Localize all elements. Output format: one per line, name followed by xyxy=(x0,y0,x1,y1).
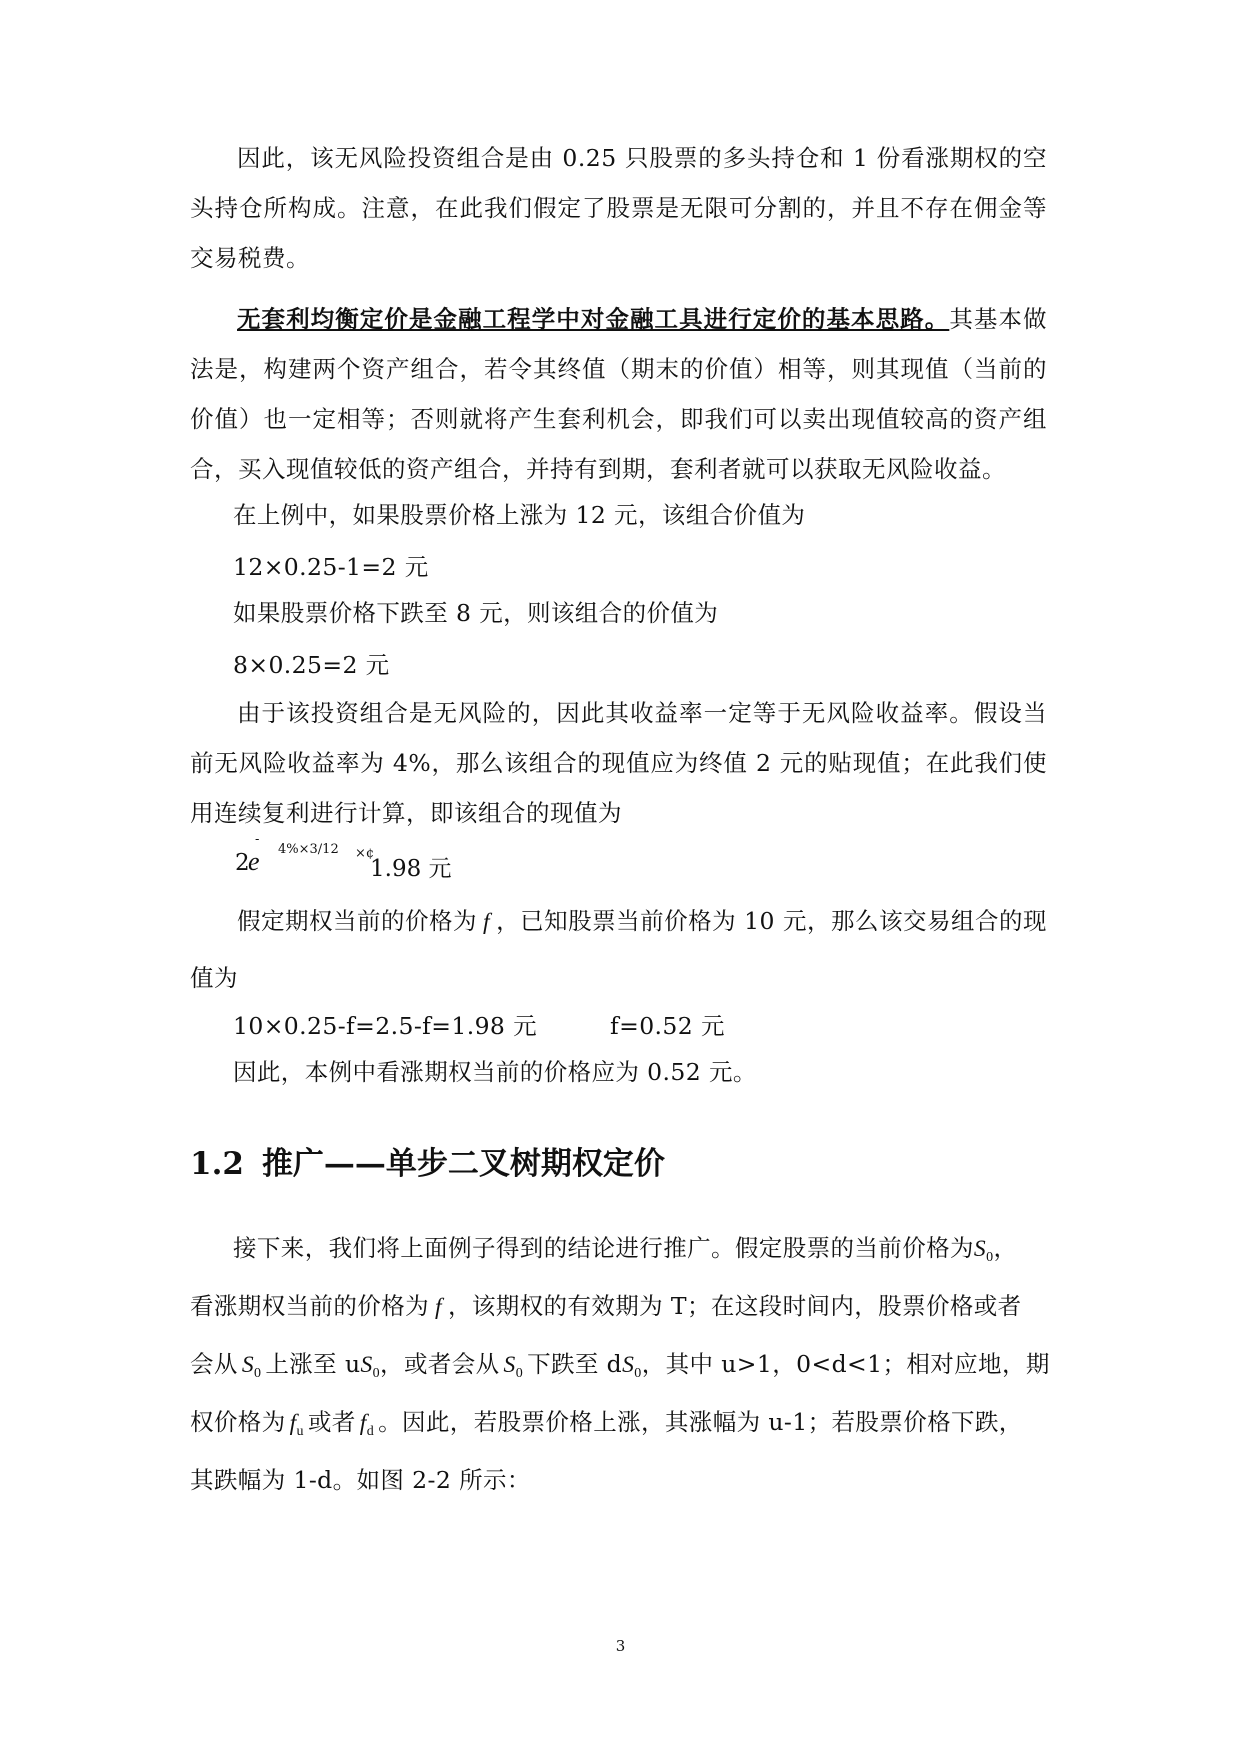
section-heading xyxy=(190,1138,665,1183)
example-up-text: 在上例中，如果股票价格上涨为 12 元，该组合价值为 xyxy=(233,501,806,529)
section-title: 推广——单步二叉树期权定价 xyxy=(261,1146,665,1182)
formula-right: f=0.52 元 xyxy=(610,1012,725,1040)
var-S0: $S_0$ xyxy=(973,1236,994,1265)
var-S0: $S_0$ xyxy=(360,1352,381,1381)
var-fu: $f_u$ xyxy=(289,1410,304,1439)
formula-value: 1.98 元 xyxy=(370,856,452,882)
formula-base: 2 xyxy=(235,850,250,876)
var-S0: $S_0$ xyxy=(241,1352,262,1381)
var-S0: $S_0$ xyxy=(503,1352,524,1381)
formula-exponent: 4%×3/12 xyxy=(278,842,339,857)
example-up-calc: 12×0.25-1=2 元 xyxy=(233,553,429,581)
example-down-text: 如果股票价格下跌至 8 元，则该组合的价值为 xyxy=(233,599,719,627)
page-number: 3 xyxy=(615,1637,626,1655)
formula-minus: - xyxy=(255,832,260,847)
var-f: f xyxy=(483,909,491,935)
document-page: 因此，该无风险投资组合是由 0.25 只股票的多头持仓和 1 份看涨期权的空头持仓所构成。注意，在此我们假定了股票是无限可分割的，并且不存在佣金等交易税费。 无套利均衡定价是金融工程学中对金融工具进行定价的基本思路。其基本做法是，构建两个资产组合，若令其终值（期末的价值）相等，则其现值（当前的价值）也一定相等；否则就将产生套利机会，即我们可以卖出现值较高的资产组合，买入现值较低的资产组合，并持有到期，套利者就可以获取无风险收益。 在上例中，如果股票价格上涨为 12 元，该组合价值为 12×0.25-1=2 元 如果股票价格下跌至 8 元，则该组合的价值为 8×0.25=2 元 由于该投资组合是无风险的，因此其收益率一定等于无风险收益率。假设当前无风险收益率为 4%，那么该组合的现值应为终值 2 元的贴现值；在此我们使用连续复利进行计算，即该组合的现值为 2 e - 4%×3/12 ×¢ 1.98 元 假定期权当前的价格为 f ，已知股票当前价格为 10 元，那么该交易组合的现值为 10×0.25-f=2.5-f=1.98 元 f=0.52 元 因此，本例中看涨期权当前的价格应为 0.52 元。 1.2 推广——单步二叉树期权定价 接下来，我们将上面例子得到的结论进行推广。假定股票的当前价格为$S_0$， 看涨期权当前的价格为 f ，该期权的有效期为 T；在这段时间内，股票价格或者 会从 $S_0$ 上涨至 $uS_0$，或者会从 $S_0$ 下跌至 $dS_0$，其中 u>1，0<d<1；相对应地，期 权价格为 $f_u$ 或者 $f_d$ 。因此，若股票价格上涨，其涨幅为 u-1；若股票价格下跌， 其跌幅为 1-d。如图 2-2 所示： 3 xyxy=(0,0,1241,1754)
formula-e: e xyxy=(248,847,260,876)
section-number: 1.2 xyxy=(190,1146,244,1182)
paragraph-risk-free-rate: 由于该投资组合是无风险的，因此其收益率一定等于无风险收益率。假设当前无风险收益率为 4%，那么该组合的现值应为终值 2 元的贴现值；在此我们使用连续复利进行计算，即该组合的现值为 xyxy=(190,699,1047,827)
present-value-formula xyxy=(235,832,455,888)
var-S0: $S_0$ xyxy=(622,1352,642,1381)
paragraph-portfolio-composition: 因此，该无风险投资组合是由 0.25 只股票的多头持仓和 1 份看涨期权的空头持仓所构成。注意，在此我们假定了股票是无限可分割的，并且不存在佣金等交易税费。 xyxy=(190,144,1047,272)
formula-left: 10×0.25-f=2.5-f=1.98 元 xyxy=(233,1012,538,1040)
paragraph-no-arbitrage: 无套利均衡定价是金融工程学中对金融工具进行定价的基本思路。其基本做法是，构建两个资产组合，若令其终值（期末的价值）相等，则其现值（当前的价值）也一定相等；否则就将产生套利机会，即我们可以卖出现值较高的资产组合，买入现值较低的资产组合，并持有到期，套利者就可以获取无风险收益。 xyxy=(190,305,1047,483)
example-down-calc: 8×0.25=2 元 xyxy=(233,651,390,679)
key-statement: 无套利均衡定价是金融工程学中对金融工具进行定价的基本思路。 xyxy=(237,305,950,333)
var-fd: $f_d$ xyxy=(359,1410,375,1439)
var-f: f xyxy=(435,1294,442,1320)
paragraph-option-price: 假定期权当前的价格为 f ，已知股票当前价格为 10 元，那么该交易组合的现值为 xyxy=(190,907,1048,992)
conclusion-line: 因此，本例中看涨期权当前的价格应为 0.52 元。 xyxy=(233,1058,757,1086)
formula-approx: ×¢ xyxy=(355,846,375,861)
